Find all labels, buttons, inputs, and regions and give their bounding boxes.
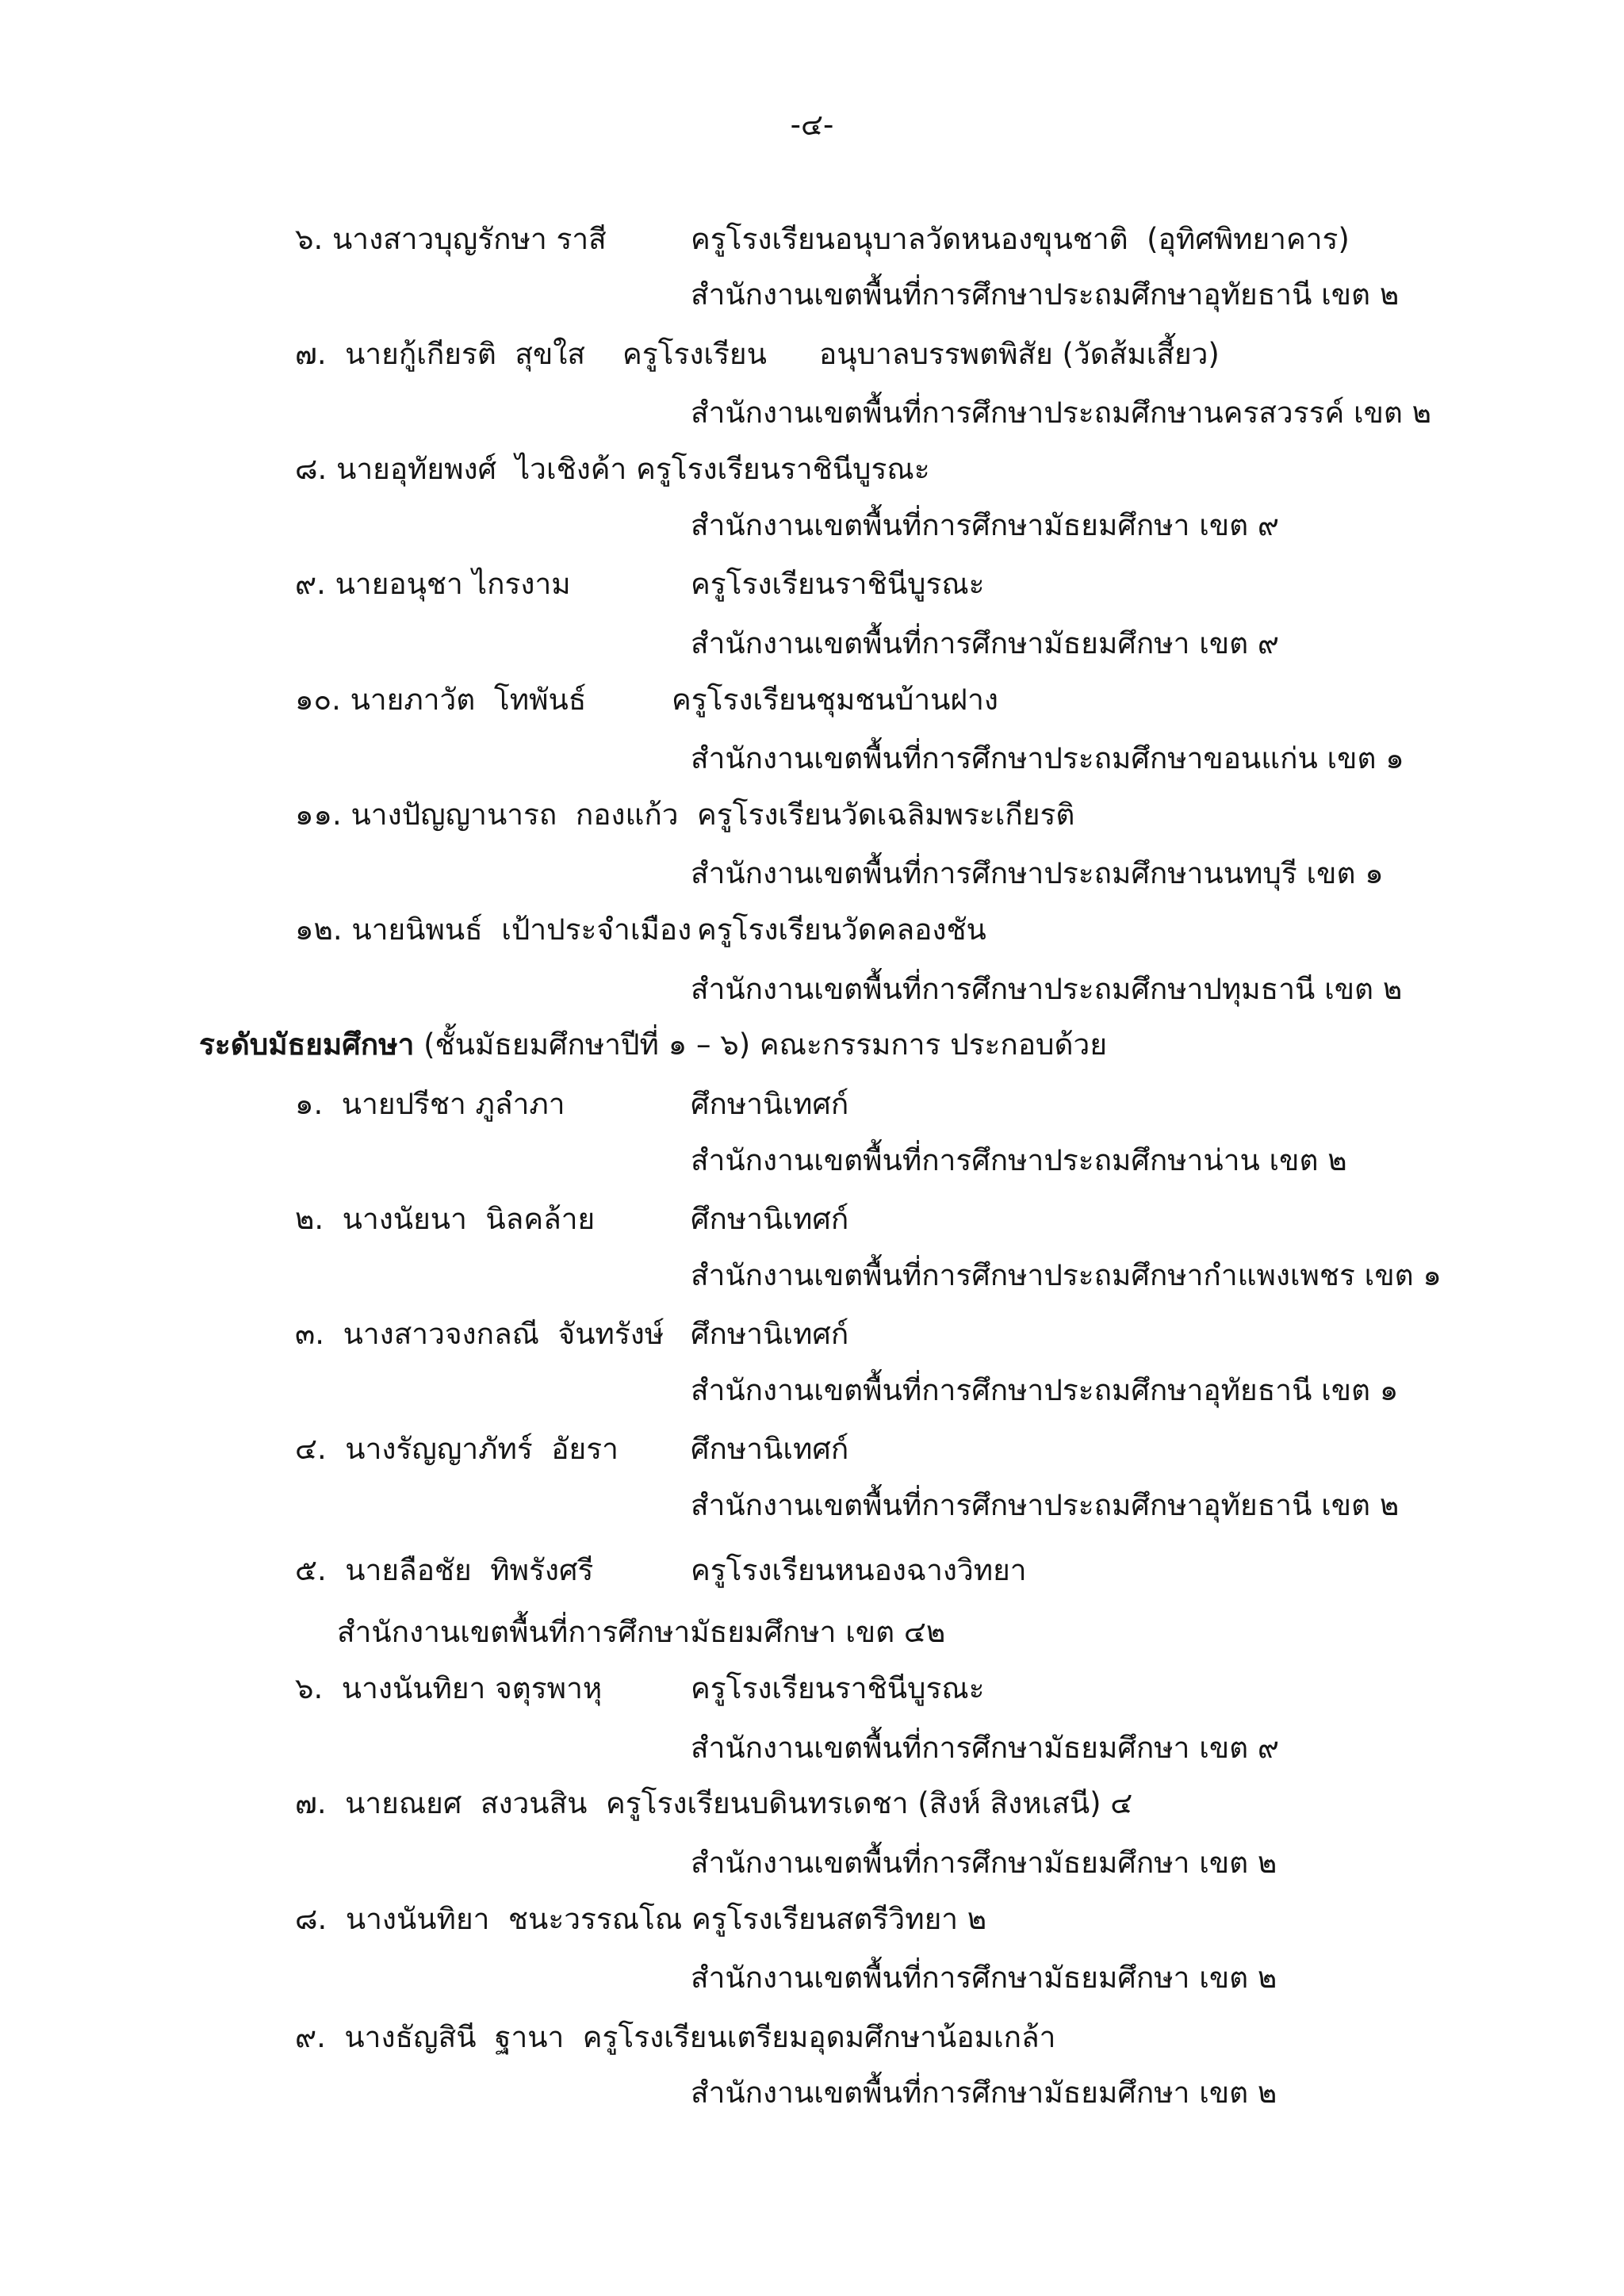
member-position: ครูโรงเรียนหนองฉางวิทยา [691,1553,1027,1587]
member-name: ๑๒. นายนิพนธ์ เป้าประจำเมือง [295,913,692,947]
member-office: สำนักงานเขตพื้นที่การศึกษามัธยมศึกษา เขต ๙ [691,1731,1280,1765]
member-office: สำนักงานเขตพื้นที่การศึกษามัธยมศึกษา เขต ๒ [691,2076,1277,2110]
member-office: สำนักงานเขตพื้นที่การศึกษามัธยมศึกษา เขต ๔๒ [337,1615,946,1649]
member-position: ครูโรงเรียนราชินีบูรณะ [691,1671,985,1705]
member-position: ศึกษานิเทศก์ [691,1317,849,1351]
member-name: ๑๑. นางปัญญานารถ กองแก้ว [295,798,679,832]
member-office: สำนักงานเขตพื้นที่การศึกษาประถมศึกษากำแพงเพชร เขต ๑ [691,1258,1442,1292]
member-office: สำนักงานเขตพื้นที่การศึกษามัธยมศึกษา เขต ๙ [691,626,1280,660]
member-office: สำนักงานเขตพื้นที่การศึกษาประถมศึกษานนทบุรี เขต ๑ [691,856,1384,890]
section-heading-rest: (ชั้นมัธยมศึกษาปีที่ ๑ – ๖) คณะกรรมการ ประกอบด้วย [414,1027,1108,1062]
member-office: สำนักงานเขตพื้นที่การศึกษามัธยมศึกษา เขต ๒ [691,1846,1277,1880]
member-position: ศึกษานิเทศก์ [691,1202,849,1236]
member-name: ๓. นางสาวจงกลณี จันทรังษ์ [295,1317,665,1351]
member-position: ครูโรงเรียนอนุบาลวัดหนองขุนชาติ (อุทิศพิทยาคาร) [691,222,1350,256]
member-office: สำนักงานเขตพื้นที่การศึกษาประถมศึกษานครสวรรค์ เขต ๒ [691,396,1432,430]
member-name: ๖. นางนันทิยา จตุรพาหุ [295,1671,603,1705]
member-office: สำนักงานเขตพื้นที่การศึกษาประถมศึกษาปทุมธานี เขต ๒ [691,972,1403,1006]
member-name: ๒. นางนัยนา นิลคล้าย [295,1202,596,1236]
member-name: ๗. นายกู้เกียรติ สุขใส ครูโรงเรียน [295,337,767,371]
member-office: สำนักงานเขตพื้นที่การศึกษาประถมศึกษาน่าน เขต ๒ [691,1143,1347,1177]
section-heading [199,1024,1107,1066]
member-name: ๑๐. นายภาวัต โทพันธ์ [295,683,587,717]
member-position: ศึกษานิเทศก์ [691,1432,849,1466]
section-heading-bold: ระดับมัธยมศึกษา [199,1027,415,1062]
member-name: ๗. นายณยศ สงวนสิน ครูโรงเรียนบดินทรเดชา (สิงห์ สิงหเสนี) ๔ [295,1786,1133,1820]
member-office: สำนักงานเขตพื้นที่การศึกษาประถมศึกษาอุทัยธานี เขต ๒ [691,1488,1400,1522]
member-office: สำนักงานเขตพื้นที่การศึกษามัธยมศึกษา เขต ๙ [691,508,1280,542]
member-name: ๕. นายลือชัย ทิพรังศรี [295,1553,594,1587]
member-office: สำนักงานเขตพื้นที่การศึกษาประถมศึกษาอุทัยธานี เขต ๒ [691,277,1400,312]
member-name: ๔. นางรัญญาภัทร์ อัยรา [295,1432,619,1466]
member-position: ศึกษานิเทศก์ [691,1087,849,1121]
member-position: อนุบาลบรรพตพิสัย (วัดส้มเสี้ยว) [819,337,1220,371]
member-office: สำนักงานเขตพื้นที่การศึกษาประถมศึกษาอุทัยธานี เขต ๑ [691,1373,1399,1407]
member-name: ๙. นางธัญสินี ฐานา ครูโรงเรียนเตรียมอุดมศึกษาน้อมเกล้า [295,2020,1056,2054]
member-name: ๖. นางสาวบุญรักษา ราสี [295,222,607,256]
member-name: ๘. นายอุทัยพงศ์ ไวเชิงค้า ครูโรงเรียนราชินีบูรณะ [295,452,930,486]
member-office: สำนักงานเขตพื้นที่การศึกษามัธยมศึกษา เขต ๒ [691,1961,1277,1995]
member-name: ๑. นายปรีชา ภูลำภา [295,1087,565,1121]
member-position: ครูโรงเรียนราชินีบูรณะ [691,567,985,601]
member-position: ครูโรงเรียนวัดคลองชัน [697,913,986,947]
member-office: สำนักงานเขตพื้นที่การศึกษาประถมศึกษาขอนแก่น เขต ๑ [691,741,1404,775]
member-position: ครูโรงเรียนชุมชนบ้านฝาง [672,683,998,717]
member-name: ๘. นางนันทิยา ชนะวรรณโณ ครูโรงเรียนสตรีวิทยา ๒ [295,1902,987,1936]
member-name: ๙. นายอนุชา ไกรงาม [295,567,571,601]
page-number: -๔- [790,108,834,142]
member-position: ครูโรงเรียนวัดเฉลิมพระเกียรติ [697,798,1075,832]
